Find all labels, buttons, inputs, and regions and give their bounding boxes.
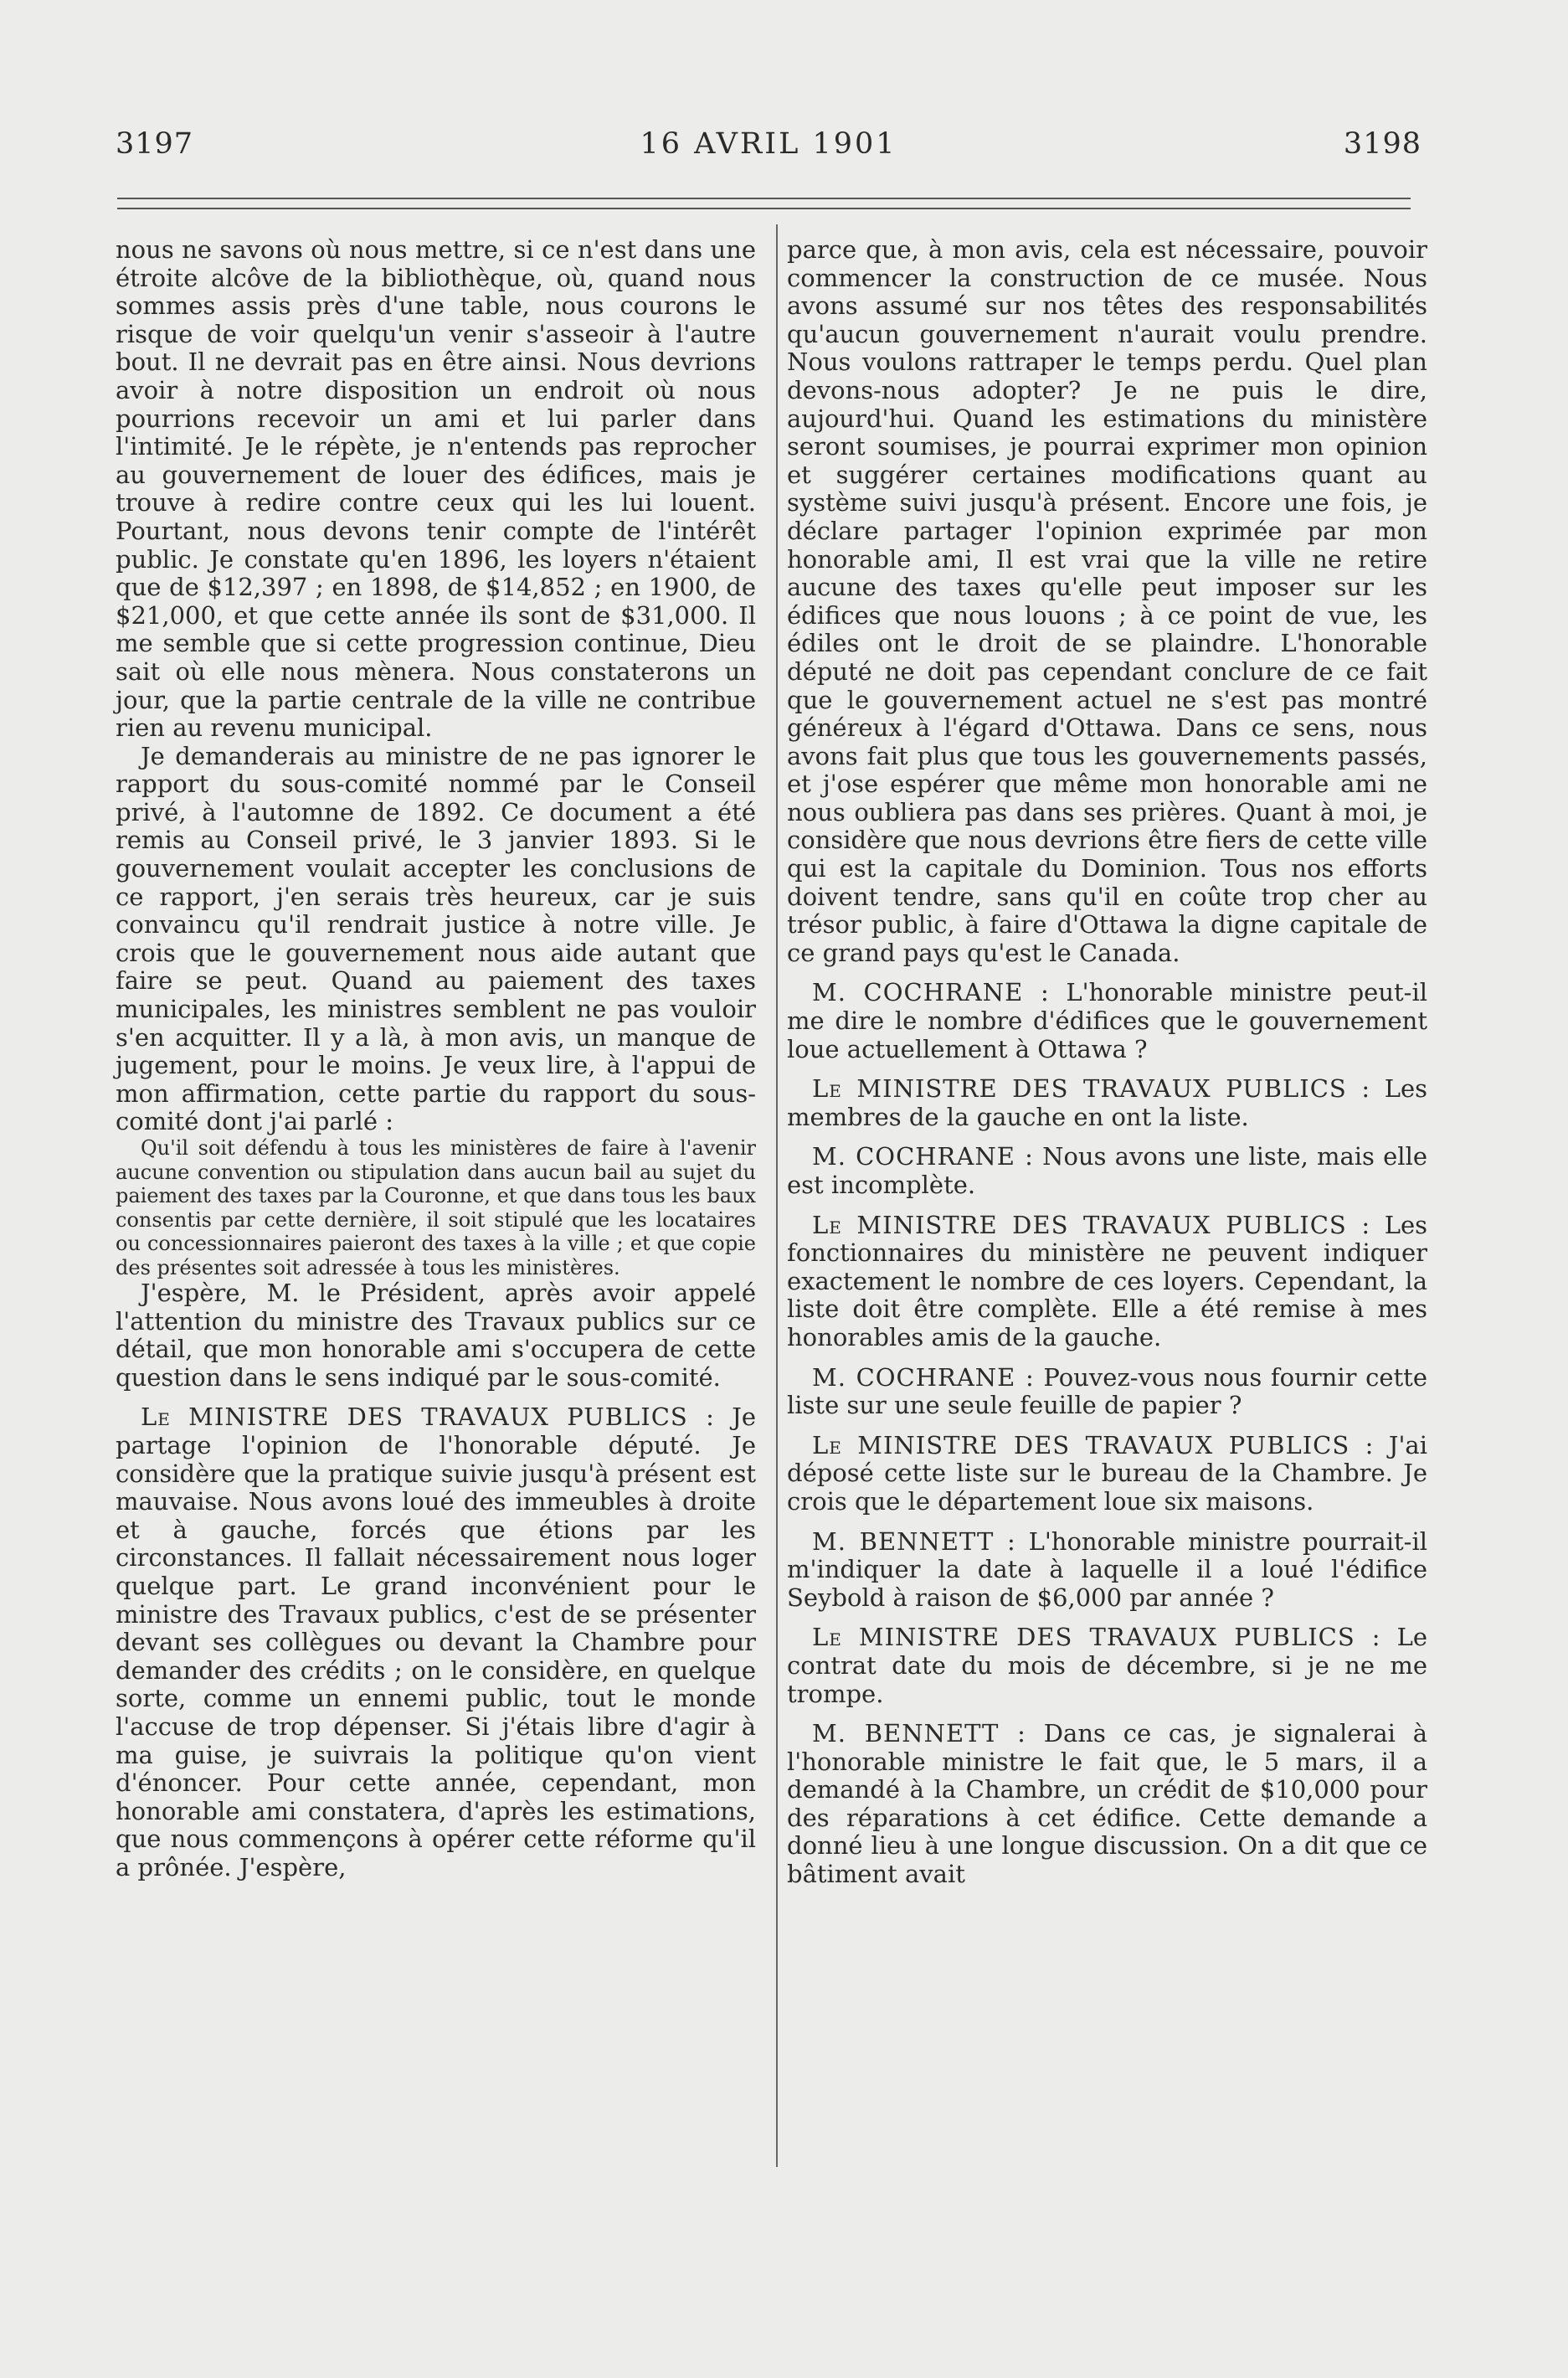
speech-text: Les fonctionnaires du ministère ne peuvent indiquer exactement le nombre de ces loyers. Cependant, la liste doit être complète. Elle a été remise à mes honorables amis de la gauche. xyxy=(787,1210,1427,1351)
speech xyxy=(787,1212,1427,1352)
speech xyxy=(787,1720,1427,1889)
speech xyxy=(116,1403,756,1881)
page-date: 16 AVRIL 1901 xyxy=(640,127,897,161)
right-column xyxy=(787,236,1427,1889)
speech xyxy=(787,1075,1427,1131)
speaker-name: M. COCHRANE : xyxy=(812,978,1050,1007)
page-header xyxy=(116,127,1421,169)
page-number-left: 3197 xyxy=(116,127,194,161)
speech-text: Les membres de la gauche en ont la liste. xyxy=(787,1074,1427,1131)
paragraph: nous ne savons où nous mettre, si ce n'est dans une étroite alcôve de la bibliothèque, où, quand nous sommes assis près d'une table, nous courons le risque de voir quelqu'un venir s'asseoir à l'autre bout. Il ne devrait pas en être ainsi. Nous devrions avoir à notre disposition un endroit où nous pourrions recevoir un ami et lui parler dans l'intimité. Je le répète, je n'entends pas reprocher au gouvernement de louer des édifices, mais je trouve à redire contre ceux qui les lui louent. Pourtant, nous devons tenir compte de l'intérêt public. Je constate qu'en 1896, les loyers n'étaient que de $12,397 ; en 1898, de $14,852 ; en 1900, de $21,000, et que cette année ils sont de $31,000. Il me semble que si cette progression continue, Dieu sait où elle nous mènera. Nous constaterons un jour, que la partie centrale de la ville ne contribue rien au revenu municipal. xyxy=(116,235,756,743)
speech xyxy=(787,979,1427,1063)
speech-text: J'ai déposé cette liste sur le bureau de la Chambre. Je crois que le département loue six maisons. xyxy=(787,1430,1427,1516)
speech-text: L'honorable ministre peut-il me dire le nombre d'édifices que le gouvernement loue actuellement à Ottawa ? xyxy=(787,978,1427,1063)
speaker-name: M. COCHRANE : xyxy=(812,1362,1035,1392)
paragraph: parce que, à mon avis, cela est nécessaire, pouvoir commencer la construction de ce musée. Nous avons assumé sur nos têtes des responsabilités qu'aucun gouvernement n'aurait voulu prendre. Nous voulons rattraper le temps perdu. Quel plan devons-nous adopter? Je ne puis le dire, aujourd'hui. Quand les estimations du ministère seront soumises, je pourrai exprimer mon opinion et suggérer certaines modifications quant au système suivi jusqu'à présent. Encore une fois, je déclare partager l'opinion exprimée par mon honorable ami, Il est vrai que la ville ne retire aucune des taxes qu'elle peut imposer sur les édifices que nous louons ; à ce point de vue, les édiles ont le droit de se plaindre. L'honorable député ne doit pas cependant conclure de ce fait que le gouvernement actuel ne s'est pas montré généreux à l'égard d'Ottawa. Dans ce sens, nous avons fait plus que tous les gouvernements passés, et j'ose espérer que même mon honorable ami ne nous oubliera pas dans ses prières. Quant à moi, je considère que nous devrions être fiers de cette ville qui est la capitale du Dominion. Tous nos efforts doivent tendre, sans qu'il en coûte trop cher au trésor public, à faire d'Ottawa la digne capitale de ce grand pays qu'est le Canada. xyxy=(787,235,1427,967)
speech xyxy=(787,1624,1427,1708)
speech-text: Je partage l'opinion de l'honorable député. Je considère que la pratique suivie jusqu'à présent est mauvaise. Nous avons loué des immeubles à droite et à gauche, forcés que étions par les circonstances. Il fallait nécessairement nous loger quelque part. Le grand inconvénient pour le ministre des Travaux publics, c'est de se présenter devant ses collègues ou devant la Chambre pour demander des crédits ; on le considère, en quelque sorte, comme un ennemi public, tout le monde l'accuse de trop dépenser. Si j'étais libre d'agir à ma guise, je suivrais la politique qu'on vient d'énoncer. Pour cette année, cependant, mon honorable ami constatera, d'après les estimations, que nous commençons à opérer cette réforme qu'il a prônée. J'espère, xyxy=(116,1403,757,1881)
paragraph: Je demanderais au ministre de ne pas ignorer le rapport du sous-comité nommé par le Conseil privé, à l'automne de 1892. Ce document a été remis au Conseil privé, le 3 janvier 1893. Si le gouvernement voulait accepter les conclusions de ce rapport, j'en serais très heureux, car je suis convaincu qu'il rendrait justice à notre ville. Je crois que le gouvernement nous aide autant que faire se peut. Quand au paiement des taxes municipales, les ministres semblent ne pas vouloir s'en acquitter. Il y a là, à mon avis, un manque de jugement, pour le moins. Je veux lire, à l'appui de mon affirmation, cette partie du rapport du sous-comité dont j'ai parlé : xyxy=(116,741,756,1136)
speaker-name: Le MINISTRE DES TRAVAUX PUBLICS : xyxy=(812,1074,1371,1104)
speaker-name: M. BENNETT : xyxy=(812,1526,1016,1556)
speech xyxy=(787,1528,1427,1613)
speech-text: Pouvez-vous nous fournir cette liste sur une seule feuille de papier ? xyxy=(787,1362,1427,1420)
speaker-name: Le MINISTRE DES TRAVAUX PUBLICS : xyxy=(812,1210,1371,1239)
speech-text: Dans ce cas, je signalerai à l'honorable ministre le fait que, le 5 mars, il a demandé à la Chambre, un crédit de $10,000 pour des réparations à cet édifice. Cette demande a donné lieu à une longue discussion. On a dit que ce bâtiment avait xyxy=(787,1719,1428,1889)
speech-text: Le contrat date du mois de décembre, si je ne me trompe. xyxy=(787,1623,1427,1708)
left-column xyxy=(116,236,756,1881)
quoted-resolution: Qu'il soit défendu à tous les ministères de faire à l'avenir aucune convention ou stipulation dans aucun bail au sujet du paiement des taxes par la Couronne, et que dans tous les baux consentis par cette dernière, il soit stipulé que les locataires ou concessionnaires paieront des taxes à la ville ; et que copie des présentes soit adressée à tous les ministères. xyxy=(116,1136,756,1279)
header-rule-bottom xyxy=(117,208,1411,209)
speaker-name: M. BENNETT : xyxy=(812,1719,1026,1748)
speech-text: L'honorable ministre pourrait-il m'indiquer la date à laquelle il a loué l'édifice Seybold à raison de $6,000 par année ? xyxy=(787,1526,1427,1612)
speaker-name: Le MINISTRE DES TRAVAUX PUBLICS : xyxy=(812,1430,1375,1459)
speech xyxy=(787,1432,1427,1516)
speech xyxy=(787,1143,1427,1199)
header-rule-top xyxy=(117,198,1411,199)
speech-text: Nous avons une liste, mais elle est incomplète. xyxy=(787,1142,1428,1199)
speaker-name: M. COCHRANE : xyxy=(812,1142,1034,1171)
speaker-name: Le MINISTRE DES TRAVAUX PUBLICS : xyxy=(141,1403,715,1432)
speech xyxy=(787,1364,1427,1420)
speaker-name: Le MINISTRE DES TRAVAUX PUBLICS : xyxy=(812,1623,1381,1652)
page-number-right: 3198 xyxy=(1343,127,1421,161)
column-divider xyxy=(776,224,778,2167)
paragraph: J'espère, M. le Président, après avoir appelé l'attention du ministre des Travaux publics sur ce détail, que mon honorable ami s'occupera de cette question dans le sens indiqué par le sous-comité. xyxy=(116,1279,756,1392)
